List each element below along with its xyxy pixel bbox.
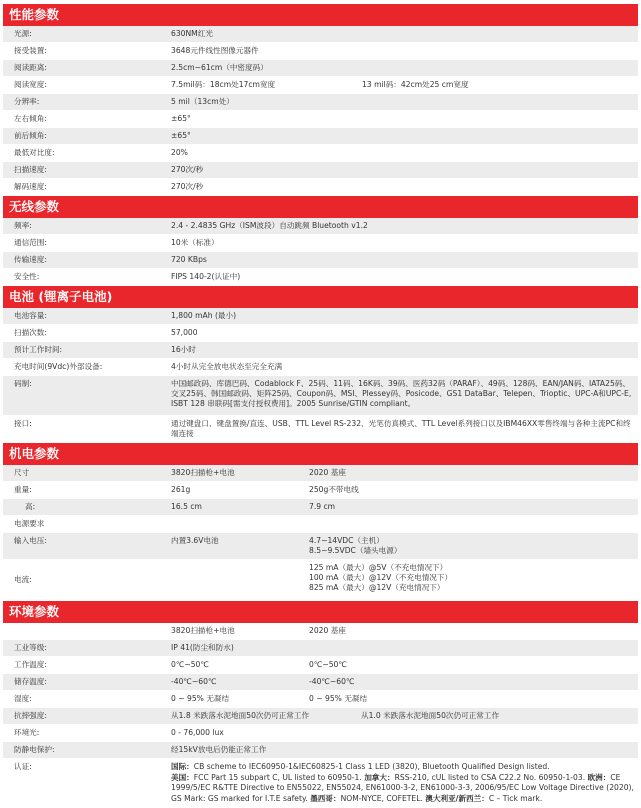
row-value: 16.5 cm (171, 502, 202, 511)
row-label: 电源要求 (14, 519, 45, 528)
row-value: 270次/秒 (171, 165, 204, 174)
row-label: 接口: (14, 419, 32, 428)
row-value: FIPS 140-2(认证中) (171, 272, 241, 281)
row-label: 充电时间(9Vdc)外部设备: (14, 362, 103, 371)
spec-sheet (3, 4, 638, 808)
table-row (3, 325, 638, 342)
cert-detail: CE 1999/5/EC R&TTE Directive to EN55022, EN55024, EN61000-3-2, EN61000-3-3, 2006/95/EC Low Voltage Directive (2020), GS Mark: GS marked for I.T.E safety. (171, 772, 634, 803)
table-row (3, 26, 638, 43)
row-label: 频率: (14, 221, 32, 230)
row-value: 0 ~ 95% 无凝结 (171, 694, 230, 703)
row-value: ±65° (171, 131, 191, 140)
row-value: 720 KBps (171, 255, 207, 264)
row-value: 2.5cm~61cm（中密度码） (171, 63, 268, 72)
row-value-secondary: 250g不带电线 (309, 485, 359, 494)
section-header-mechanical: 机电参数 (3, 443, 638, 465)
section-header-wireless: 无线参数 (3, 196, 638, 218)
table-row (3, 742, 638, 759)
cert-region: 国际： (171, 762, 194, 771)
row-value: 10米（标准） (171, 238, 219, 247)
row-value (167, 516, 638, 532)
table-row (3, 162, 638, 179)
table-row (3, 657, 638, 674)
current-line: 100 mA（最大）@12V（不充电情况下） (309, 573, 453, 582)
row-value: 3820扫描枪+电池 (171, 626, 235, 635)
table-row (3, 533, 638, 560)
row-value-secondary: 2020 基座 (309, 626, 346, 635)
row-value: 0℃~50℃ (171, 660, 209, 669)
row-value-secondary: 0 ~ 95% 无凝结 (309, 694, 368, 703)
row-label: 尺寸 (14, 468, 30, 477)
cert-region: 澳大利亚/新西兰： (425, 793, 489, 803)
table-row (3, 269, 638, 286)
table-row (3, 725, 638, 742)
cert-detail: FCC Part 15 subpart C, UL listed to 60950-1. (193, 772, 365, 782)
environment-table (3, 623, 638, 808)
cert-detail: NOM-NYCE, COFETEL. (340, 793, 426, 803)
section-header-environment: 环境参数 (3, 601, 638, 623)
table-row (3, 235, 638, 252)
row-value: 20% (171, 148, 188, 157)
row-value: 4小时从完全放电状态至完全充满 (171, 362, 283, 371)
row-label: 阅读宽度: (14, 80, 47, 89)
table-row (3, 499, 638, 516)
row-label: 重量: (14, 485, 32, 494)
table-row (3, 128, 638, 145)
table-row (3, 516, 638, 533)
row-label (3, 623, 167, 639)
row-value: 3648元件线性图像元器件 (171, 46, 259, 55)
row-value: 57,000 (171, 328, 198, 337)
row-value: 5 mil（13cm处） (171, 97, 234, 106)
table-row (3, 43, 638, 60)
row-label: 扫描次数: (14, 328, 47, 337)
certification-text (167, 759, 638, 807)
row-value: 1,800 mAh (最小) (171, 311, 237, 320)
table-row (3, 94, 638, 111)
row-value: 630NM红光 (171, 29, 213, 38)
table-row (3, 640, 638, 657)
row-value: -40℃~60℃ (171, 677, 217, 686)
table-row (3, 252, 638, 269)
row-value: 270次/秒 (171, 182, 204, 191)
row-label: 输入电压: (14, 536, 47, 545)
table-row (3, 77, 638, 94)
row-value: ±65° (171, 114, 191, 123)
row-value: 0 - 76,000 lux (171, 728, 224, 737)
table-row (3, 482, 638, 499)
row-value: 内置3.6V电池 (171, 536, 219, 545)
row-label: 预计工作时间: (14, 345, 63, 354)
row-value: 通过键盘口、键盘置换/直连、USB、TTL Level RS-232、光笔仿真模式、TTL Level系列接口以及IBM46XX零售终端与各种主流PC和终端连接 (171, 419, 631, 438)
row-label: 最低对比度: (14, 148, 55, 157)
cert-detail: RSS-210, cUL listed to CSA C22.2 No. 60950-1-03. (394, 772, 588, 782)
cert-detail: CB scheme to IEC60950-1&IEC60825-1 Class 1 LED (3820), Bluetooth Qualified Design listed. (193, 762, 550, 771)
row-label: 解码速度: (14, 182, 47, 191)
cert-region: 加拿大： (364, 772, 395, 782)
cert-detail: C – Tick mark. (488, 793, 543, 803)
performance-table (3, 26, 638, 196)
table-row (3, 376, 638, 416)
row-value (171, 563, 309, 597)
mechanical-table (3, 465, 638, 601)
table-row (3, 308, 638, 325)
table-row (3, 623, 638, 640)
row-label: 通信范围: (14, 238, 47, 247)
row-value-secondary: -40℃~60℃ (309, 677, 355, 686)
row-label: 环境光: (14, 728, 40, 737)
row-label: 接受装置: (14, 46, 47, 55)
table-row (3, 465, 638, 482)
row-value: 261g (171, 485, 191, 494)
row-value-secondary: 2020 基座 (309, 468, 346, 477)
section-header-performance: 性能参数 (3, 4, 638, 26)
row-label: 码制: (14, 379, 32, 388)
row-label: 光源: (14, 29, 32, 38)
row-value: 中国邮政码、库德巴码、Codablock F、25码、11码、16K码、39码、医药32码（PARAF）、49码、128码、EAN/JAN码、IATA25码、交叉25码、韩国邮政码、矩阵25码、Coupon码、MSI、Plessey码、Posicode、GS1 DataBar、Telepen、Trioptic、UPC-A和UPC-E, ISBT 128 串联码[需支付授权费用]。2005 Sunrise/GTIN compliant。 (171, 379, 632, 408)
row-value-secondary: 7.9 cm (309, 502, 336, 511)
row-label: 湿度: (14, 694, 32, 703)
voltage-line: 8.5~9.5VDC（墙头电源） (309, 546, 402, 555)
row-label: 抗摔强度: (14, 711, 47, 720)
row-label: 高: (25, 502, 36, 511)
row-label: 防静电保护: (14, 745, 55, 754)
cert-region: 墨西哥： (310, 793, 341, 803)
row-label: 工业等级: (14, 643, 47, 652)
row-label: 分辨率: (14, 97, 40, 106)
row-label: 安全性: (14, 272, 40, 281)
row-value: 3820扫描枪+电池 (171, 468, 235, 477)
row-value: 16小时 (171, 345, 196, 354)
row-label: 电流: (14, 575, 32, 584)
cert-region: 欧洲： (587, 772, 611, 782)
wireless-table (3, 218, 638, 286)
battery-table (3, 308, 638, 443)
row-value: IP 41(防尘和防水) (171, 643, 234, 652)
row-value: 从1.8 米跌落水泥地面50次仍可正常工作 (171, 711, 310, 720)
section-header-battery: 电池 (锂离子电池) (3, 286, 638, 308)
table-row (3, 111, 638, 128)
row-value: 7.5mil码：18cm处17cm宽度 (171, 80, 276, 89)
row-value: 2.4 - 2.4835 GHz（ISM波段）自动跳频 Bluetooth v1.2 (171, 221, 368, 230)
current-line: 125 mA（最大）@5V（不充电情况下） (309, 563, 448, 572)
row-label: 储存温度: (14, 677, 47, 686)
row-label: 传输速度: (14, 255, 47, 264)
row-label: 阅读距离: (14, 63, 47, 72)
table-row (3, 674, 638, 691)
row-label: 扫描速度: (14, 165, 47, 174)
row-value-secondary: 0℃~50℃ (309, 660, 347, 669)
table-row (3, 359, 638, 376)
table-row (3, 708, 638, 725)
row-label: 左右倾角: (14, 114, 47, 123)
row-label: 认证: (14, 762, 32, 771)
table-row (3, 560, 638, 601)
current-line: 825 mA（最大）@12V（充电情况下） (309, 583, 445, 592)
row-label: 前后倾角: (14, 131, 47, 140)
table-row (3, 179, 638, 196)
row-value: 经15kV放电后仍能正常工作 (171, 745, 267, 754)
table-row (3, 416, 638, 443)
table-row (3, 691, 638, 708)
row-value-secondary: 13 mil码：42cm处25 cm宽度 (362, 80, 469, 89)
table-row (3, 342, 638, 359)
voltage-line: 4.7~14VDC（主机） (309, 536, 384, 545)
row-label: 电池容量: (14, 311, 47, 320)
cert-region: 美国： (171, 772, 194, 782)
row-label: 工作温度: (14, 660, 47, 669)
table-row (3, 60, 638, 77)
table-row (3, 145, 638, 162)
table-row (3, 218, 638, 235)
row-value-secondary: 从1.0 米跌落水泥地面50次仍可正常工作 (361, 711, 500, 720)
